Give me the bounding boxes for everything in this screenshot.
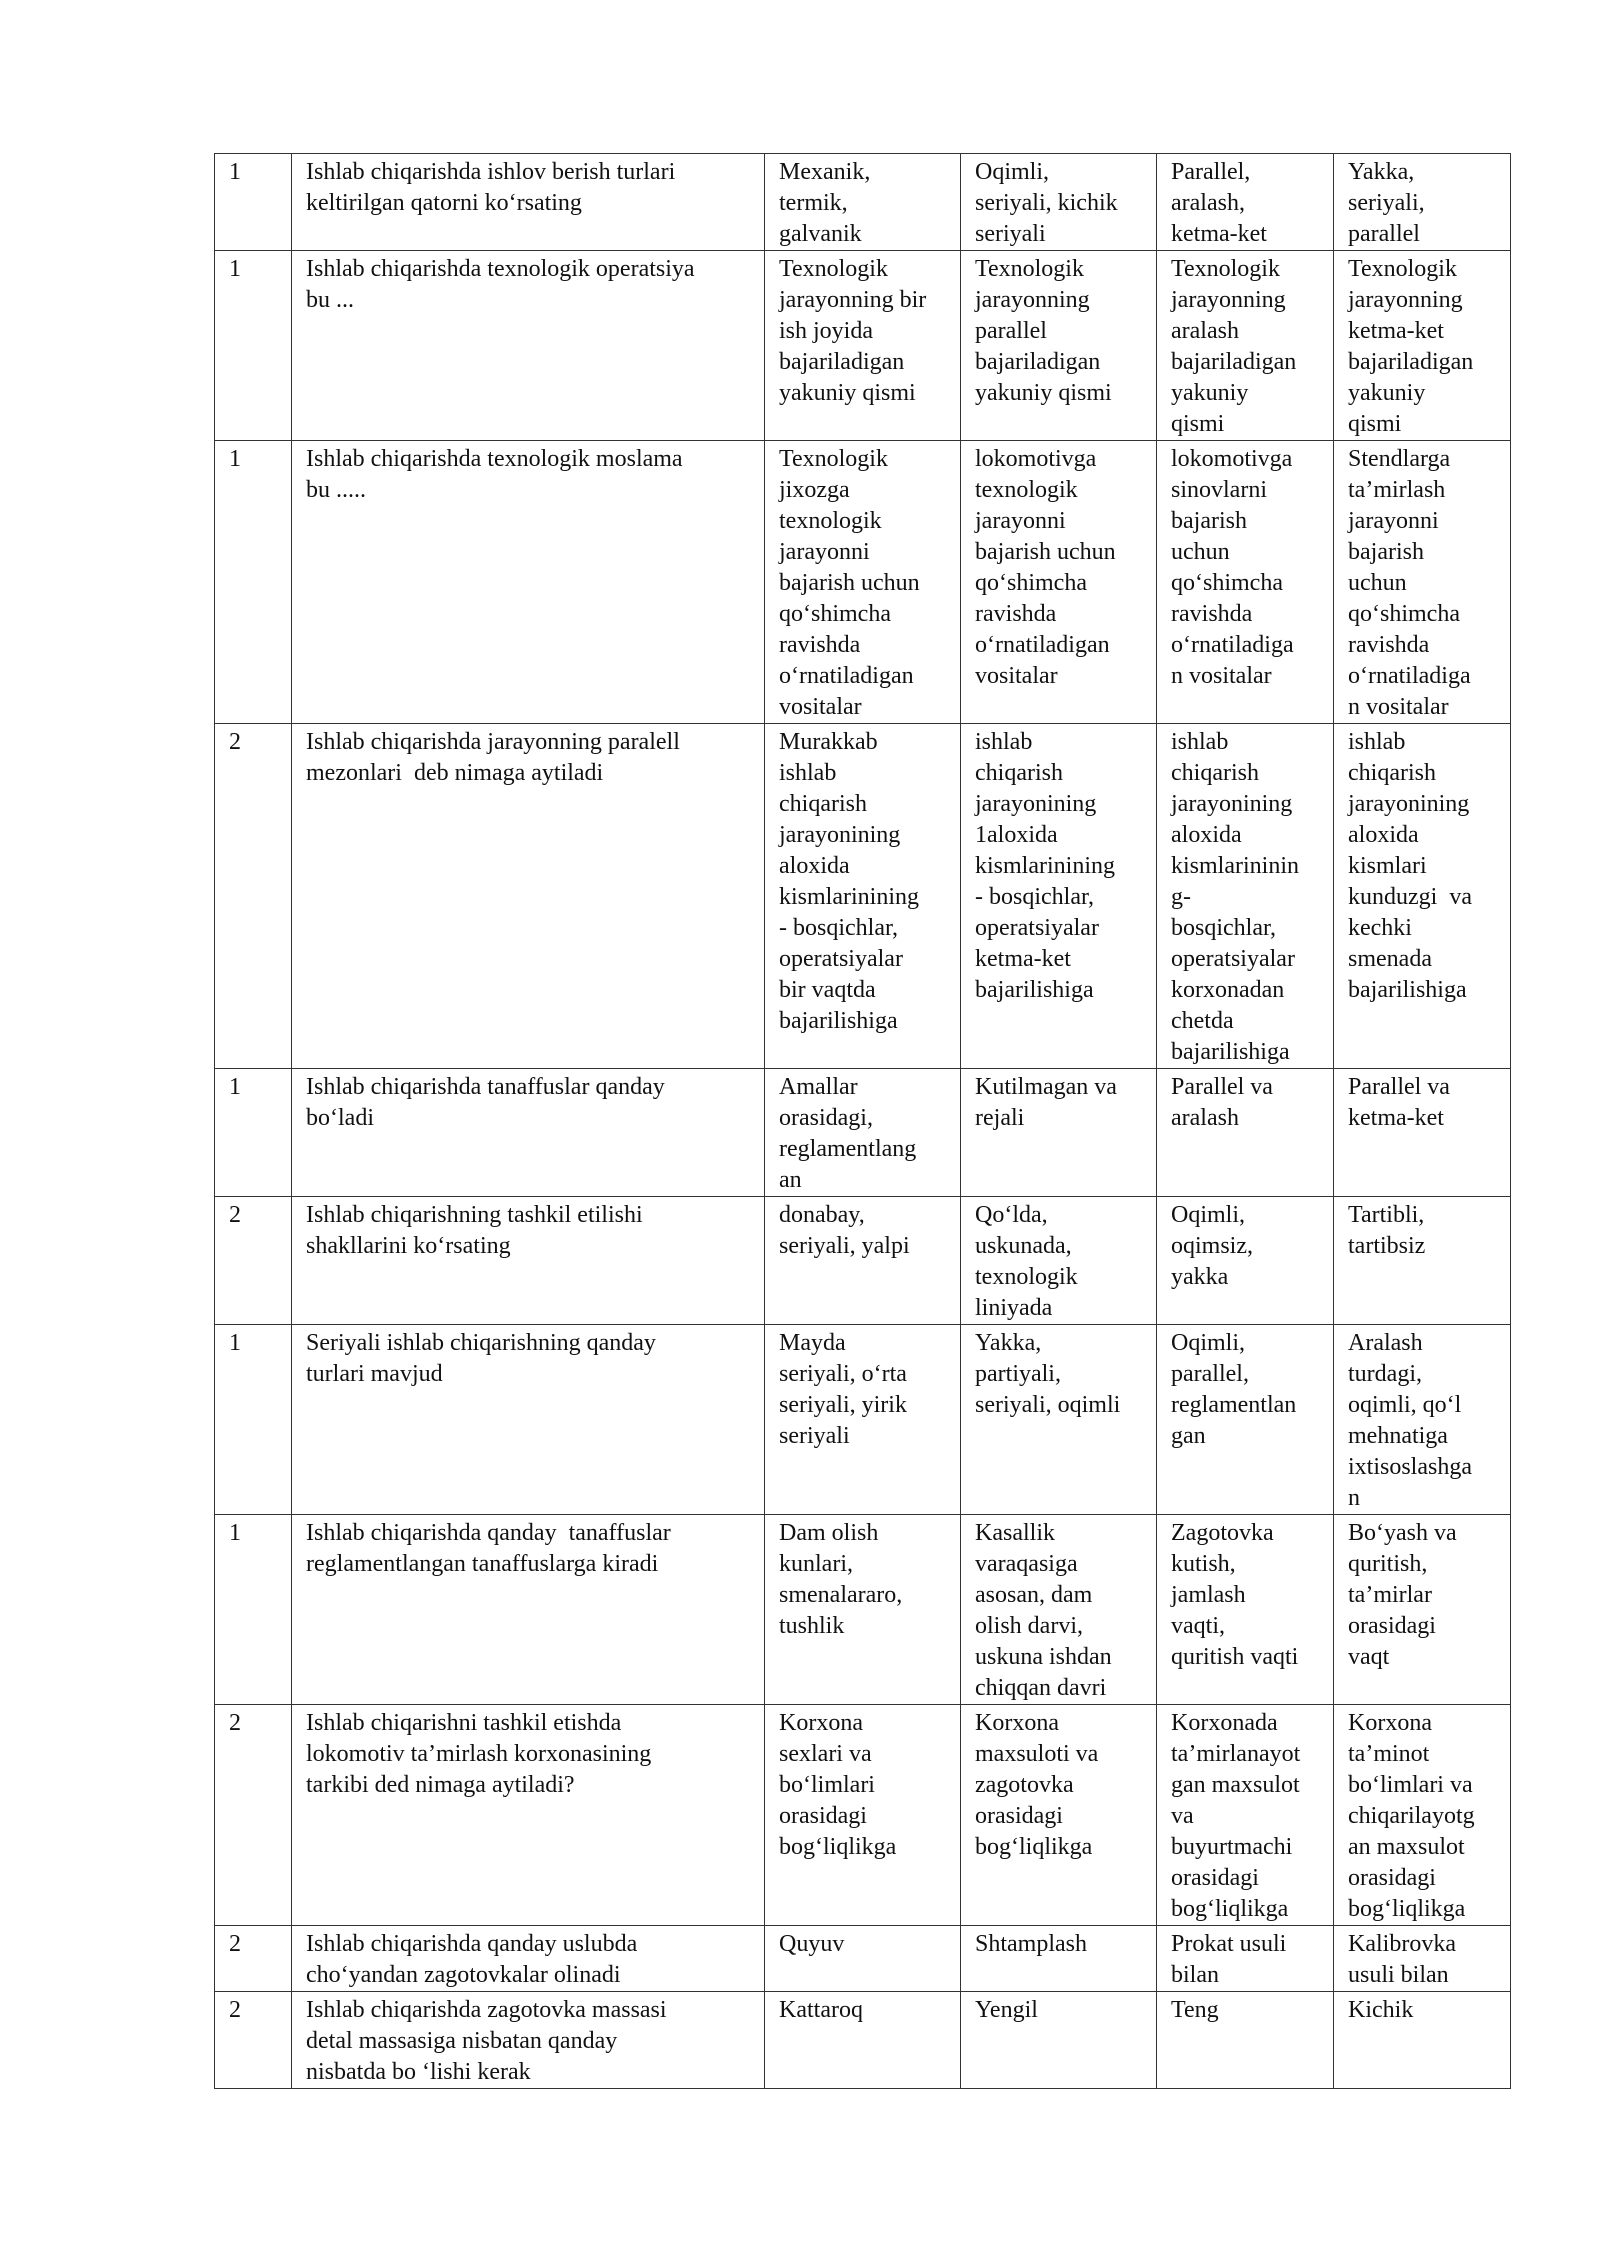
question-number: 1 xyxy=(229,446,241,472)
answer-option-d: Aralash turdagi, oqimli, qoʻl mehnatiga ixtisoslashga n xyxy=(1348,1330,1472,1511)
question-number-cell xyxy=(215,1926,292,1992)
answer-option-a: Korxona sexlari va boʻlimlari orasidagi bogʻliqlikga xyxy=(779,1710,897,1860)
answer-option-a: Mexanik, termik, galvanik xyxy=(779,159,871,247)
answer-option-b-cell xyxy=(961,1926,1157,1992)
answer-option-a-cell xyxy=(765,441,961,724)
question-text-cell xyxy=(292,441,765,724)
answer-option-c: Prokat usuli bilan xyxy=(1171,1931,1287,1988)
answer-option-d-cell xyxy=(1334,441,1511,724)
table-row xyxy=(215,1069,1511,1197)
answer-option-c: Parallel va aralash xyxy=(1171,1074,1273,1131)
question-number: 2 xyxy=(229,1997,241,2023)
question-text-cell xyxy=(292,1325,765,1515)
answer-option-c: Teng xyxy=(1171,1997,1219,2023)
answer-option-c-cell xyxy=(1157,1992,1334,2089)
answer-option-c-cell xyxy=(1157,1069,1334,1197)
question-number: 2 xyxy=(229,729,241,755)
answer-option-b: Shtamplash xyxy=(975,1931,1087,1957)
answer-option-c: Korxonada taʼmirlanayot gan maxsulot va buyurtmachi orasidagi bogʻliqlikga xyxy=(1171,1710,1301,1922)
question-number: 1 xyxy=(229,256,241,282)
answer-option-d: Korxona taʼminot boʻlimlari va chiqarilayotg an maxsulot orasidagi bogʻliqlikga xyxy=(1348,1710,1475,1922)
answer-option-b-cell xyxy=(961,251,1157,441)
answer-option-a: Quyuv xyxy=(779,1931,845,1957)
answer-option-b-cell xyxy=(961,154,1157,251)
answer-option-b: Texnologik jarayonning parallel bajariladigan yakuniy qismi xyxy=(975,256,1112,406)
question-text-cell xyxy=(292,1992,765,2089)
answer-option-c-cell xyxy=(1157,1515,1334,1705)
question-number-cell xyxy=(215,1992,292,2089)
question-text: Ishlab chiqarishda zagotovka massasi detal massasiga nisbatan qanday nisbatda bo ʻlishi kerak xyxy=(306,1997,667,2085)
answer-option-b-cell xyxy=(961,1069,1157,1197)
answer-option-a: Texnologik jarayonning bir ish joyida bajariladigan yakuniy qismi xyxy=(779,256,927,406)
answer-option-b: Korxona maxsuloti va zagotovka orasidagi bogʻliqlikga xyxy=(975,1710,1099,1860)
answer-option-d: Stendlarga taʼmirlash jarayonni bajarish uchun qoʻshimcha ravishda oʻrnatiladiga n vositalar xyxy=(1348,446,1471,720)
question-number-cell xyxy=(215,251,292,441)
answer-option-b-cell xyxy=(961,1515,1157,1705)
answer-option-b: Qoʻlda, uskunada, texnologik liniyada xyxy=(975,1202,1078,1321)
question-text: Ishlab chiqarishda jarayonning paralell mezonlari deb nimaga aytiladi xyxy=(306,729,680,786)
question-text: Ishlab chiqarishda texnologik moslama bu ..... xyxy=(306,446,683,503)
question-text-cell xyxy=(292,1515,765,1705)
answer-option-a-cell xyxy=(765,724,961,1069)
table-row xyxy=(215,441,1511,724)
answer-option-a-cell xyxy=(765,1926,961,1992)
answer-option-a: Mayda seriyali, oʻrta seriyali, yirik seriyali xyxy=(779,1330,907,1449)
answer-option-b-cell xyxy=(961,1325,1157,1515)
answer-option-d-cell xyxy=(1334,1992,1511,2089)
answer-option-c-cell xyxy=(1157,1325,1334,1515)
question-number: 1 xyxy=(229,159,241,185)
answer-option-a-cell xyxy=(765,1992,961,2089)
answer-option-d-cell xyxy=(1334,251,1511,441)
answer-option-b: Kasallik varaqasiga asosan, dam olish darvi, uskuna ishdan chiqqan davri xyxy=(975,1520,1112,1701)
answer-option-b: ishlab chiqarish jarayonining 1aloxida kismlarinining - bosqichlar, operatsiyalar ketma-ket bajarilishiga xyxy=(975,729,1115,1003)
answer-option-d-cell xyxy=(1334,1325,1511,1515)
question-text: Ishlab chiqarishni tashkil etishda lokomotiv taʼmirlash korxonasining tarkibi ded nimaga aytiladi? xyxy=(306,1710,652,1798)
answer-option-b-cell xyxy=(961,1197,1157,1325)
answer-option-a-cell xyxy=(765,154,961,251)
answer-option-b: Yakka, partiyali, seriyali, oqimli xyxy=(975,1330,1121,1418)
answer-option-b: Kutilmagan va rejali xyxy=(975,1074,1117,1131)
answer-option-d: ishlab chiqarish jarayonining aloxida kismlari kunduzgi va kechki smenada bajarilishiga xyxy=(1348,729,1472,1003)
answer-option-a-cell xyxy=(765,1705,961,1926)
question-number-cell xyxy=(215,1705,292,1926)
question-number-cell xyxy=(215,1515,292,1705)
answer-option-b-cell xyxy=(961,441,1157,724)
answer-option-b: lokomotivga texnologik jarayonni bajarish uchun qoʻshimcha ravishda oʻrnatiladigan vositalar xyxy=(975,446,1116,689)
table-row xyxy=(215,1705,1511,1926)
answer-option-a-cell xyxy=(765,1515,961,1705)
table-row xyxy=(215,1325,1511,1515)
question-text-cell xyxy=(292,1197,765,1325)
answer-option-d: Texnologik jarayonning ketma-ket bajariladigan yakuniy qismi xyxy=(1348,256,1474,437)
table-row xyxy=(215,154,1511,251)
answer-option-a: Kattaroq xyxy=(779,1997,863,2023)
answer-option-a: Dam olish kunlari, smenalararo, tushlik xyxy=(779,1520,903,1639)
answer-option-b: Yengil xyxy=(975,1997,1038,2023)
answer-option-d: Kalibrovka usuli bilan xyxy=(1348,1931,1456,1988)
question-text: Ishlab chiqarishda ishlov berish turlari keltirilgan qatorni koʻrsating xyxy=(306,159,676,216)
answer-option-d-cell xyxy=(1334,724,1511,1069)
question-number: 2 xyxy=(229,1710,241,1736)
question-number: 1 xyxy=(229,1074,241,1100)
answer-option-c: Texnologik jarayonning aralash bajariladigan yakuniy qismi xyxy=(1171,256,1297,437)
question-text-cell xyxy=(292,724,765,1069)
question-text: Ishlab chiqarishda tanaffuslar qanday boʻladi xyxy=(306,1074,665,1131)
answer-option-c-cell xyxy=(1157,1705,1334,1926)
answer-option-b: Oqimli, seriyali, kichik seriyali xyxy=(975,159,1118,247)
table-row xyxy=(215,1515,1511,1705)
question-number-cell xyxy=(215,1069,292,1197)
answer-option-d-cell xyxy=(1334,1197,1511,1325)
answer-option-c-cell xyxy=(1157,251,1334,441)
answer-option-c-cell xyxy=(1157,724,1334,1069)
question-number: 2 xyxy=(229,1931,241,1957)
answer-option-b-cell xyxy=(961,1992,1157,2089)
answer-option-d-cell xyxy=(1334,154,1511,251)
answer-option-c-cell xyxy=(1157,1926,1334,1992)
question-text: Ishlab chiqarishda qanday uslubda choʻyandan zagotovkalar olinadi xyxy=(306,1931,638,1988)
answer-option-c: Oqimli, parallel, reglamentlan gan xyxy=(1171,1330,1297,1449)
answer-option-b-cell xyxy=(961,724,1157,1069)
answer-option-a: Amallar orasidagi, reglamentlang an xyxy=(779,1074,917,1193)
question-number-cell xyxy=(215,154,292,251)
answer-option-d: Parallel va ketma-ket xyxy=(1348,1074,1450,1131)
answer-option-d: Boʻyash va quritish, taʼmirlar orasidagi vaqt xyxy=(1348,1520,1457,1670)
answer-option-a: Texnologik jixozga texnologik jarayonni bajarish uchun qoʻshimcha ravishda oʻrnatiladigan vositalar xyxy=(779,446,920,720)
answer-option-c-cell xyxy=(1157,441,1334,724)
question-number-cell xyxy=(215,724,292,1069)
table-row xyxy=(215,251,1511,441)
question-text: Ishlab chiqarishda texnologik operatsiya bu ... xyxy=(306,256,695,313)
answer-option-a: Murakkab ishlab chiqarish jarayonining aloxida kismlarinining - bosqichlar, operatsiyalar bir vaqtda bajarilishiga xyxy=(779,729,919,1034)
table-row xyxy=(215,1926,1511,1992)
question-text-cell xyxy=(292,154,765,251)
table-row xyxy=(215,724,1511,1069)
question-number-cell xyxy=(215,1325,292,1515)
table-row xyxy=(215,1197,1511,1325)
answer-option-c: Oqimli, oqimsiz, yakka xyxy=(1171,1202,1253,1290)
question-number: 1 xyxy=(229,1520,241,1546)
question-text-cell xyxy=(292,1069,765,1197)
answer-option-d-cell xyxy=(1334,1069,1511,1197)
answer-option-a-cell xyxy=(765,1197,961,1325)
answer-option-d-cell xyxy=(1334,1705,1511,1926)
answer-option-c: lokomotivga sinovlarni bajarish uchun qoʻshimcha ravishda oʻrnatiladiga n vositalar xyxy=(1171,446,1294,689)
answer-option-d: Tartibli, tartibsiz xyxy=(1348,1202,1426,1259)
answer-option-d: Kichik xyxy=(1348,1997,1414,2023)
answer-option-c-cell xyxy=(1157,154,1334,251)
question-number: 1 xyxy=(229,1330,241,1356)
question-text: Ishlab chiqarishning tashkil etilishi shakllarini koʻrsating xyxy=(306,1202,643,1259)
answer-option-d-cell xyxy=(1334,1926,1511,1992)
answer-option-c: Parallel, aralash, ketma-ket xyxy=(1171,159,1267,247)
table-row xyxy=(215,1992,1511,2089)
question-text: Seriyali ishlab chiqarishning qanday turlari mavjud xyxy=(306,1330,656,1387)
question-text: Ishlab chiqarishda qanday tanaffuslar reglamentlangan tanaffuslarga kiradi xyxy=(306,1520,671,1577)
answer-option-a-cell xyxy=(765,1069,961,1197)
answer-option-a: donabay, seriyali, yalpi xyxy=(779,1202,910,1259)
question-text-cell xyxy=(292,251,765,441)
answer-option-b-cell xyxy=(961,1705,1157,1926)
question-text-cell xyxy=(292,1926,765,1992)
question-number: 2 xyxy=(229,1202,241,1228)
answer-option-d: Yakka, seriyali, parallel xyxy=(1348,159,1425,247)
question-number-cell xyxy=(215,441,292,724)
question-text-cell xyxy=(292,1705,765,1926)
quiz-table xyxy=(214,153,1511,2089)
answer-option-c: ishlab chiqarish jarayonining aloxida kismlarininin g- bosqichlar, operatsiyalar korxonadan chetda bajarilishiga xyxy=(1171,729,1299,1065)
answer-option-c-cell xyxy=(1157,1197,1334,1325)
quiz-table-body xyxy=(215,154,1511,2089)
answer-option-c: Zagotovka kutish, jamlash vaqti, quritish vaqti xyxy=(1171,1520,1299,1670)
answer-option-d-cell xyxy=(1334,1515,1511,1705)
answer-option-a-cell xyxy=(765,251,961,441)
question-number-cell xyxy=(215,1197,292,1325)
answer-option-a-cell xyxy=(765,1325,961,1515)
